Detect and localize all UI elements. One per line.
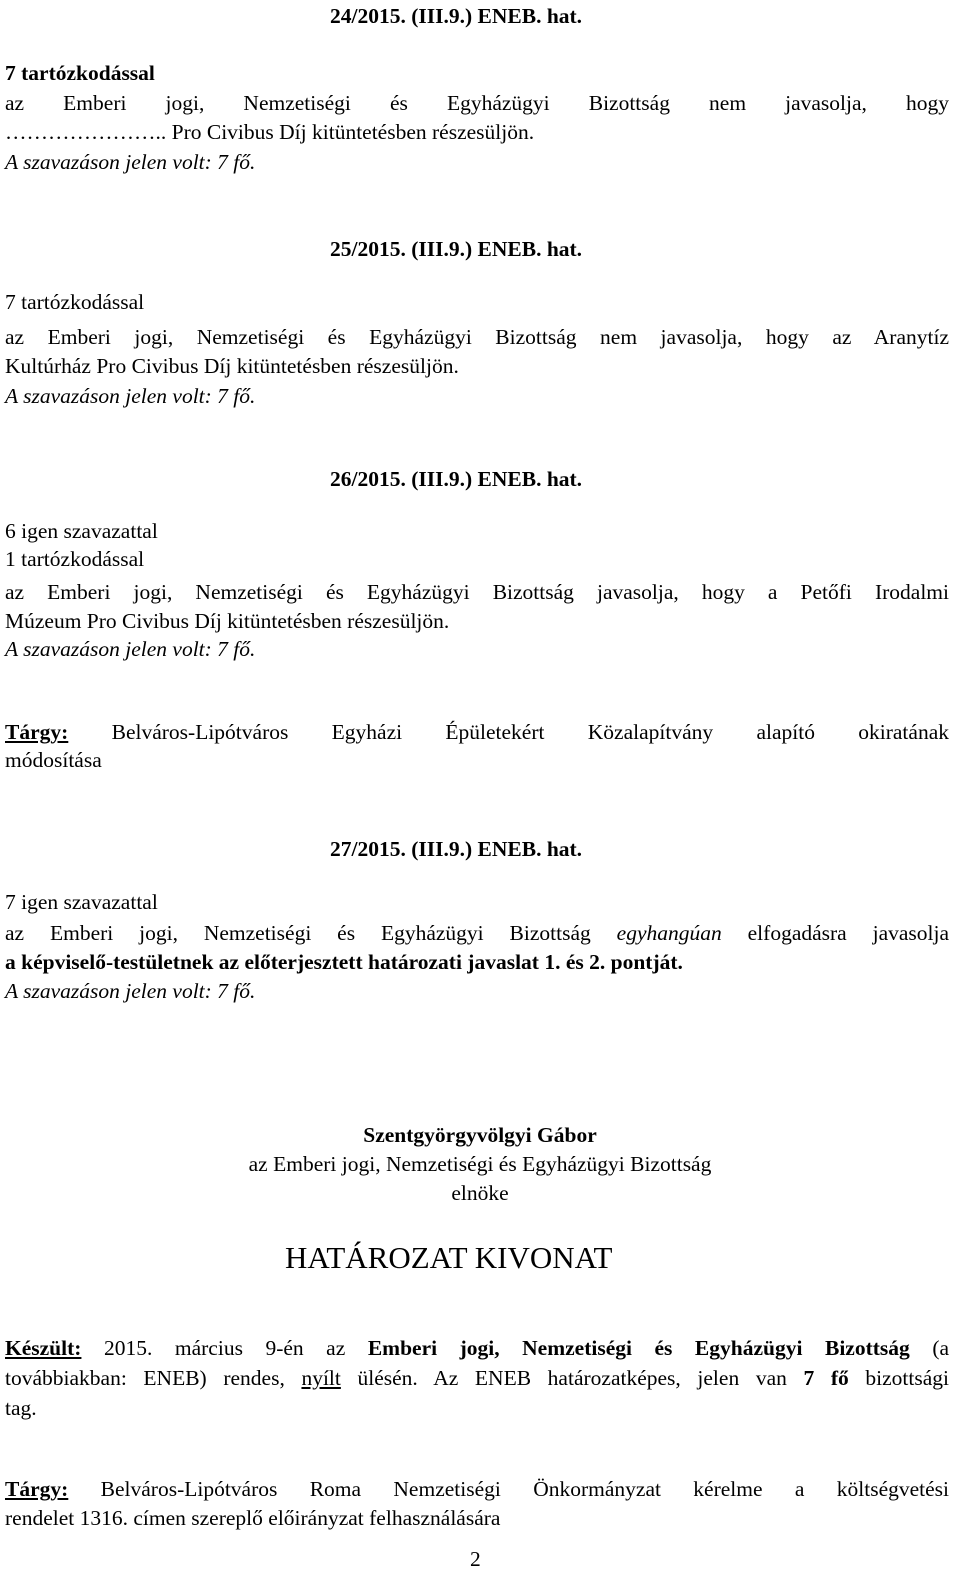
resolution-24-votes: 7 tartózkodással — [5, 61, 155, 85]
resolution-25-votes: 7 tartózkodással — [5, 290, 145, 314]
resolution-26-heading: 26/2015. (III.9.) ENEB. hat. — [330, 467, 583, 491]
extract-open: nyílt — [301, 1366, 341, 1390]
subject-2-text: Belváros-Lipótváros Roma Nemzetiségi Önkormányzat kérelme a költségvetési — [100, 1477, 950, 1501]
resolution-27-committee: az Emberi jogi, Nemzetiségi és Egyházügyi Bizottság — [5, 921, 591, 945]
made-committee: Emberi jogi, Nemzetiségi és Egyházügyi Bizottság — [367, 1336, 910, 1360]
resolution-27-recommendation: elfogadásra javasolja — [747, 921, 950, 945]
resolution-25-text-2: Kultúrház Pro Civibus Díj kitüntetésben részesüljön. — [5, 354, 459, 378]
subject-2-line-1 — [5, 1477, 949, 1501]
resolution-27-text-1 — [5, 921, 949, 945]
extract-committee-word: bizottsági — [865, 1366, 950, 1390]
resolution-25-attendance: A szavazáson jelen volt: 7 fő. — [5, 384, 256, 408]
extract-title: HATÁROZAT KIVONAT — [285, 1240, 613, 1275]
extract-line-1 — [5, 1336, 949, 1360]
made-paren: (a — [932, 1336, 950, 1360]
extract-members-count: 7 fő — [803, 1366, 849, 1390]
subject-1-label: Tárgy: — [5, 720, 69, 744]
subject-2-label: Tárgy: — [5, 1477, 69, 1501]
resolution-24-attendance: A szavazáson jelen volt: 7 fő. — [5, 150, 256, 174]
resolution-27-votes: 7 igen szavazattal — [5, 890, 158, 914]
resolution-26-text-2: Múzeum Pro Civibus Díj kitüntetésben részesüljön. — [5, 609, 450, 633]
resolution-27-attendance: A szavazáson jelen volt: 7 fő. — [5, 979, 256, 1003]
resolution-25-text-1: az Emberi jogi, Nemzetiségi és Egyházügyi Bizottság nem javasolja, hogy az Aranytíz — [5, 325, 949, 349]
resolution-26-attendance: A szavazáson jelen volt: 7 fő. — [5, 637, 256, 661]
resolution-27-heading: 27/2015. (III.9.) ENEB. hat. — [330, 837, 583, 861]
resolution-27-text-2: a képviselő-testületnek az előterjesztett határozati javaslat 1. és 2. pontját. — [5, 950, 683, 974]
resolution-24-text-1: az Emberi jogi, Nemzetiségi és Egyházügyi Bizottság nem javasolja, hogy — [5, 91, 949, 115]
made-date: 2015. március 9-én az — [103, 1336, 346, 1360]
extract-line-3: tag. — [5, 1396, 37, 1420]
signatory-committee: az Emberi jogi, Nemzetiségi és Egyházügyi Bizottság — [248, 1152, 712, 1176]
extract-line-2 — [5, 1366, 949, 1390]
resolution-26-text-1: az Emberi jogi, Nemzetiségi és Egyházügyi Bizottság javasolja, hogy a Petőfi Irodalmi — [5, 580, 949, 604]
resolution-24-heading: 24/2015. (III.9.) ENEB. hat. — [330, 4, 583, 28]
resolution-26-votes-abstain: 1 tartózkodással — [5, 547, 145, 571]
subject-1-line-2: módosítása — [5, 748, 102, 772]
extract-abbrev: továbbiakban: ENEB) rendes, — [5, 1366, 285, 1390]
page-number: 2 — [470, 1547, 481, 1571]
subject-2-line-2: rendelet 1316. címen szereplő előirányzat felhasználására — [5, 1506, 501, 1530]
signatory-name: Szentgyörgyvölgyi Gábor — [363, 1123, 597, 1147]
subject-1-line-1 — [5, 720, 949, 744]
extract-quorum: ülésén. Az ENEB határozatképes, jelen van — [357, 1366, 787, 1390]
signatory-role: elnöke — [451, 1181, 509, 1205]
resolution-26-votes-yes: 6 igen szavazattal — [5, 519, 158, 543]
subject-1-text: Belváros-Lipótváros Egyházi Épületekért Közalapítvány alapító okiratának — [111, 720, 949, 744]
resolution-27-unanimous: egyhangúan — [616, 921, 722, 945]
resolution-25-heading: 25/2015. (III.9.) ENEB. hat. — [330, 237, 583, 261]
resolution-24-text-2: ………………….. Pro Civibus Díj kitüntetésben részesüljön. — [5, 120, 535, 144]
made-label: Készült: — [5, 1336, 82, 1360]
